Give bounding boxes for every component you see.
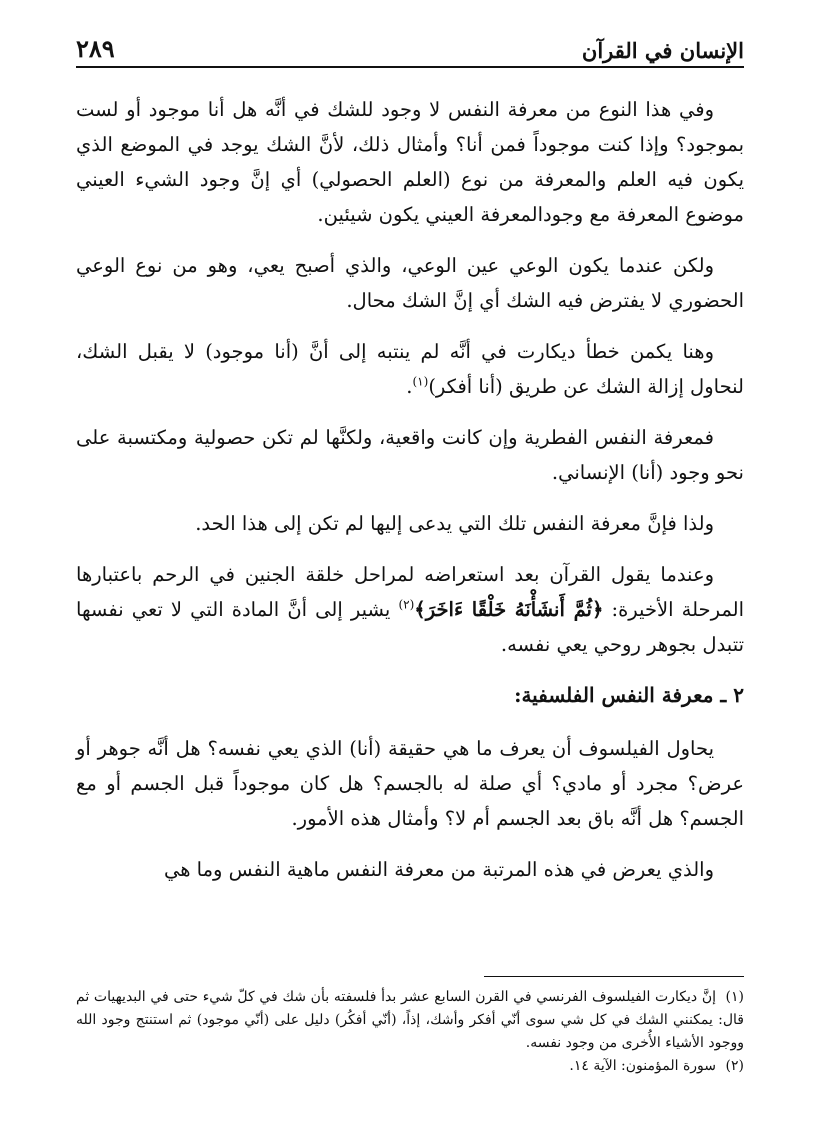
section-heading: ٢ ـ معرفة النفس الفلسفية: bbox=[514, 683, 744, 707]
paragraph-6 bbox=[76, 557, 744, 662]
paragraph-8: والذي يعرض في هذه المرتبة من معرفة النفس ماهية النفس وما هي bbox=[163, 858, 714, 881]
footnotes bbox=[76, 986, 744, 1078]
page-header bbox=[76, 28, 744, 68]
footnote-1-text: إنَّ ديكارت الفيلسوف الفرنسي في القرن السابع عشر بدأ فلسفته بأن شك في كلّ شيء حتى في البديهيات ثم قال: يمكنني الشك في كل شي سوى أنّي أفكر وأشك، إذاً، (أنّي أفكُر) دليل على (أنّي موجود) ثم استنتج وجود الله ووجود الأشياء الأُخرى من وجود نفسه. bbox=[76, 989, 744, 1051]
running-title: الإنسان في القرآن bbox=[581, 38, 744, 63]
paragraph-6-end: يشير إلى أنَّ المادة التي لا تعي نفسها تتبدل بجوهر روحي يعي نفسه. bbox=[76, 598, 744, 656]
footnote-divider bbox=[484, 976, 744, 977]
quran-verse: ﴿ثُمَّ أَنشَأْنَهُ خَلْقًا ءَاخَرَ﴾ bbox=[414, 598, 604, 621]
paragraph-3-text: وهنا يكمن خطأ ديكارت في أنَّه لم ينتبه إلى أنَّ (أنا موجود) لا يقبل الشك، لنحاول إزالة الشك عن طريق (أنا أفكر) bbox=[76, 340, 744, 398]
footnote-1-number: (١) bbox=[725, 989, 744, 1005]
footnote-1 bbox=[76, 986, 744, 1055]
paragraph-5: ولذا فإنَّ معرفة النفس تلك التي يدعى إليها لم تكن إلى هذا الحد. bbox=[195, 512, 714, 535]
paragraph-3 bbox=[76, 334, 744, 404]
page-body bbox=[76, 92, 744, 903]
paragraph-6-text: وعندما يقول القرآن بعد استعراضه لمراحل خلقة الجنين في الرحم باعتبارها المرحلة الأخيرة: bbox=[76, 563, 744, 621]
footnote-ref-1: (١) bbox=[412, 374, 429, 389]
footnote-2-text: سورة المؤمنون: الآية ١٤. bbox=[569, 1058, 716, 1074]
footnote-ref-2: (٢) bbox=[398, 597, 415, 612]
paragraph-1: وفي هذا النوع من معرفة النفس لا وجود للشك في أنَّه هل أنا موجود أو لست بموجود؟ وإذا كنت موجوداً فمن أنا؟ وأمثال ذلك، لأنَّ الشك يوجد في الموضع الذي يكون فيه العلم والمعرفة من نوع (العلم الحصولي) أي إنَّ وجود الشيء العيني موضوع المعرفة مع وجودالمعرفة العيني يكون شيئين. bbox=[76, 98, 744, 226]
footnote-2-number: (٢) bbox=[725, 1058, 744, 1074]
paragraph-4: فمعرفة النفس الفطرية وإن كانت واقعية، ولكنَّها لم تكن حصولية ومكتسبة على نحو وجود (أنا) الإنساني. bbox=[76, 426, 744, 484]
paragraph-2: ولكن عندما يكون الوعي عين الوعي، والذي أصبح يعي، وهو من نوع الوعي الحضوري لا يفترض فيه الشك أي إنَّ الشك محال. bbox=[76, 254, 744, 312]
paragraph-3-end: . bbox=[406, 375, 413, 398]
paragraph-7: يحاول الفيلسوف أن يعرف ما هي حقيقة (أنا) الذي يعي نفسه؟ هل أنَّه جوهر أو عرض؟ مجرد أو مادي؟ أي صلة له بالجسم؟ هل كان موجوداً قبل الجسم أو مع الجسم؟ هل أنَّه باق بعد الجسم أم لا؟ وأمثال هذه الأمور. bbox=[76, 737, 744, 830]
page-number: ٢٨٩ bbox=[76, 34, 115, 63]
footnote-2 bbox=[76, 1055, 744, 1078]
